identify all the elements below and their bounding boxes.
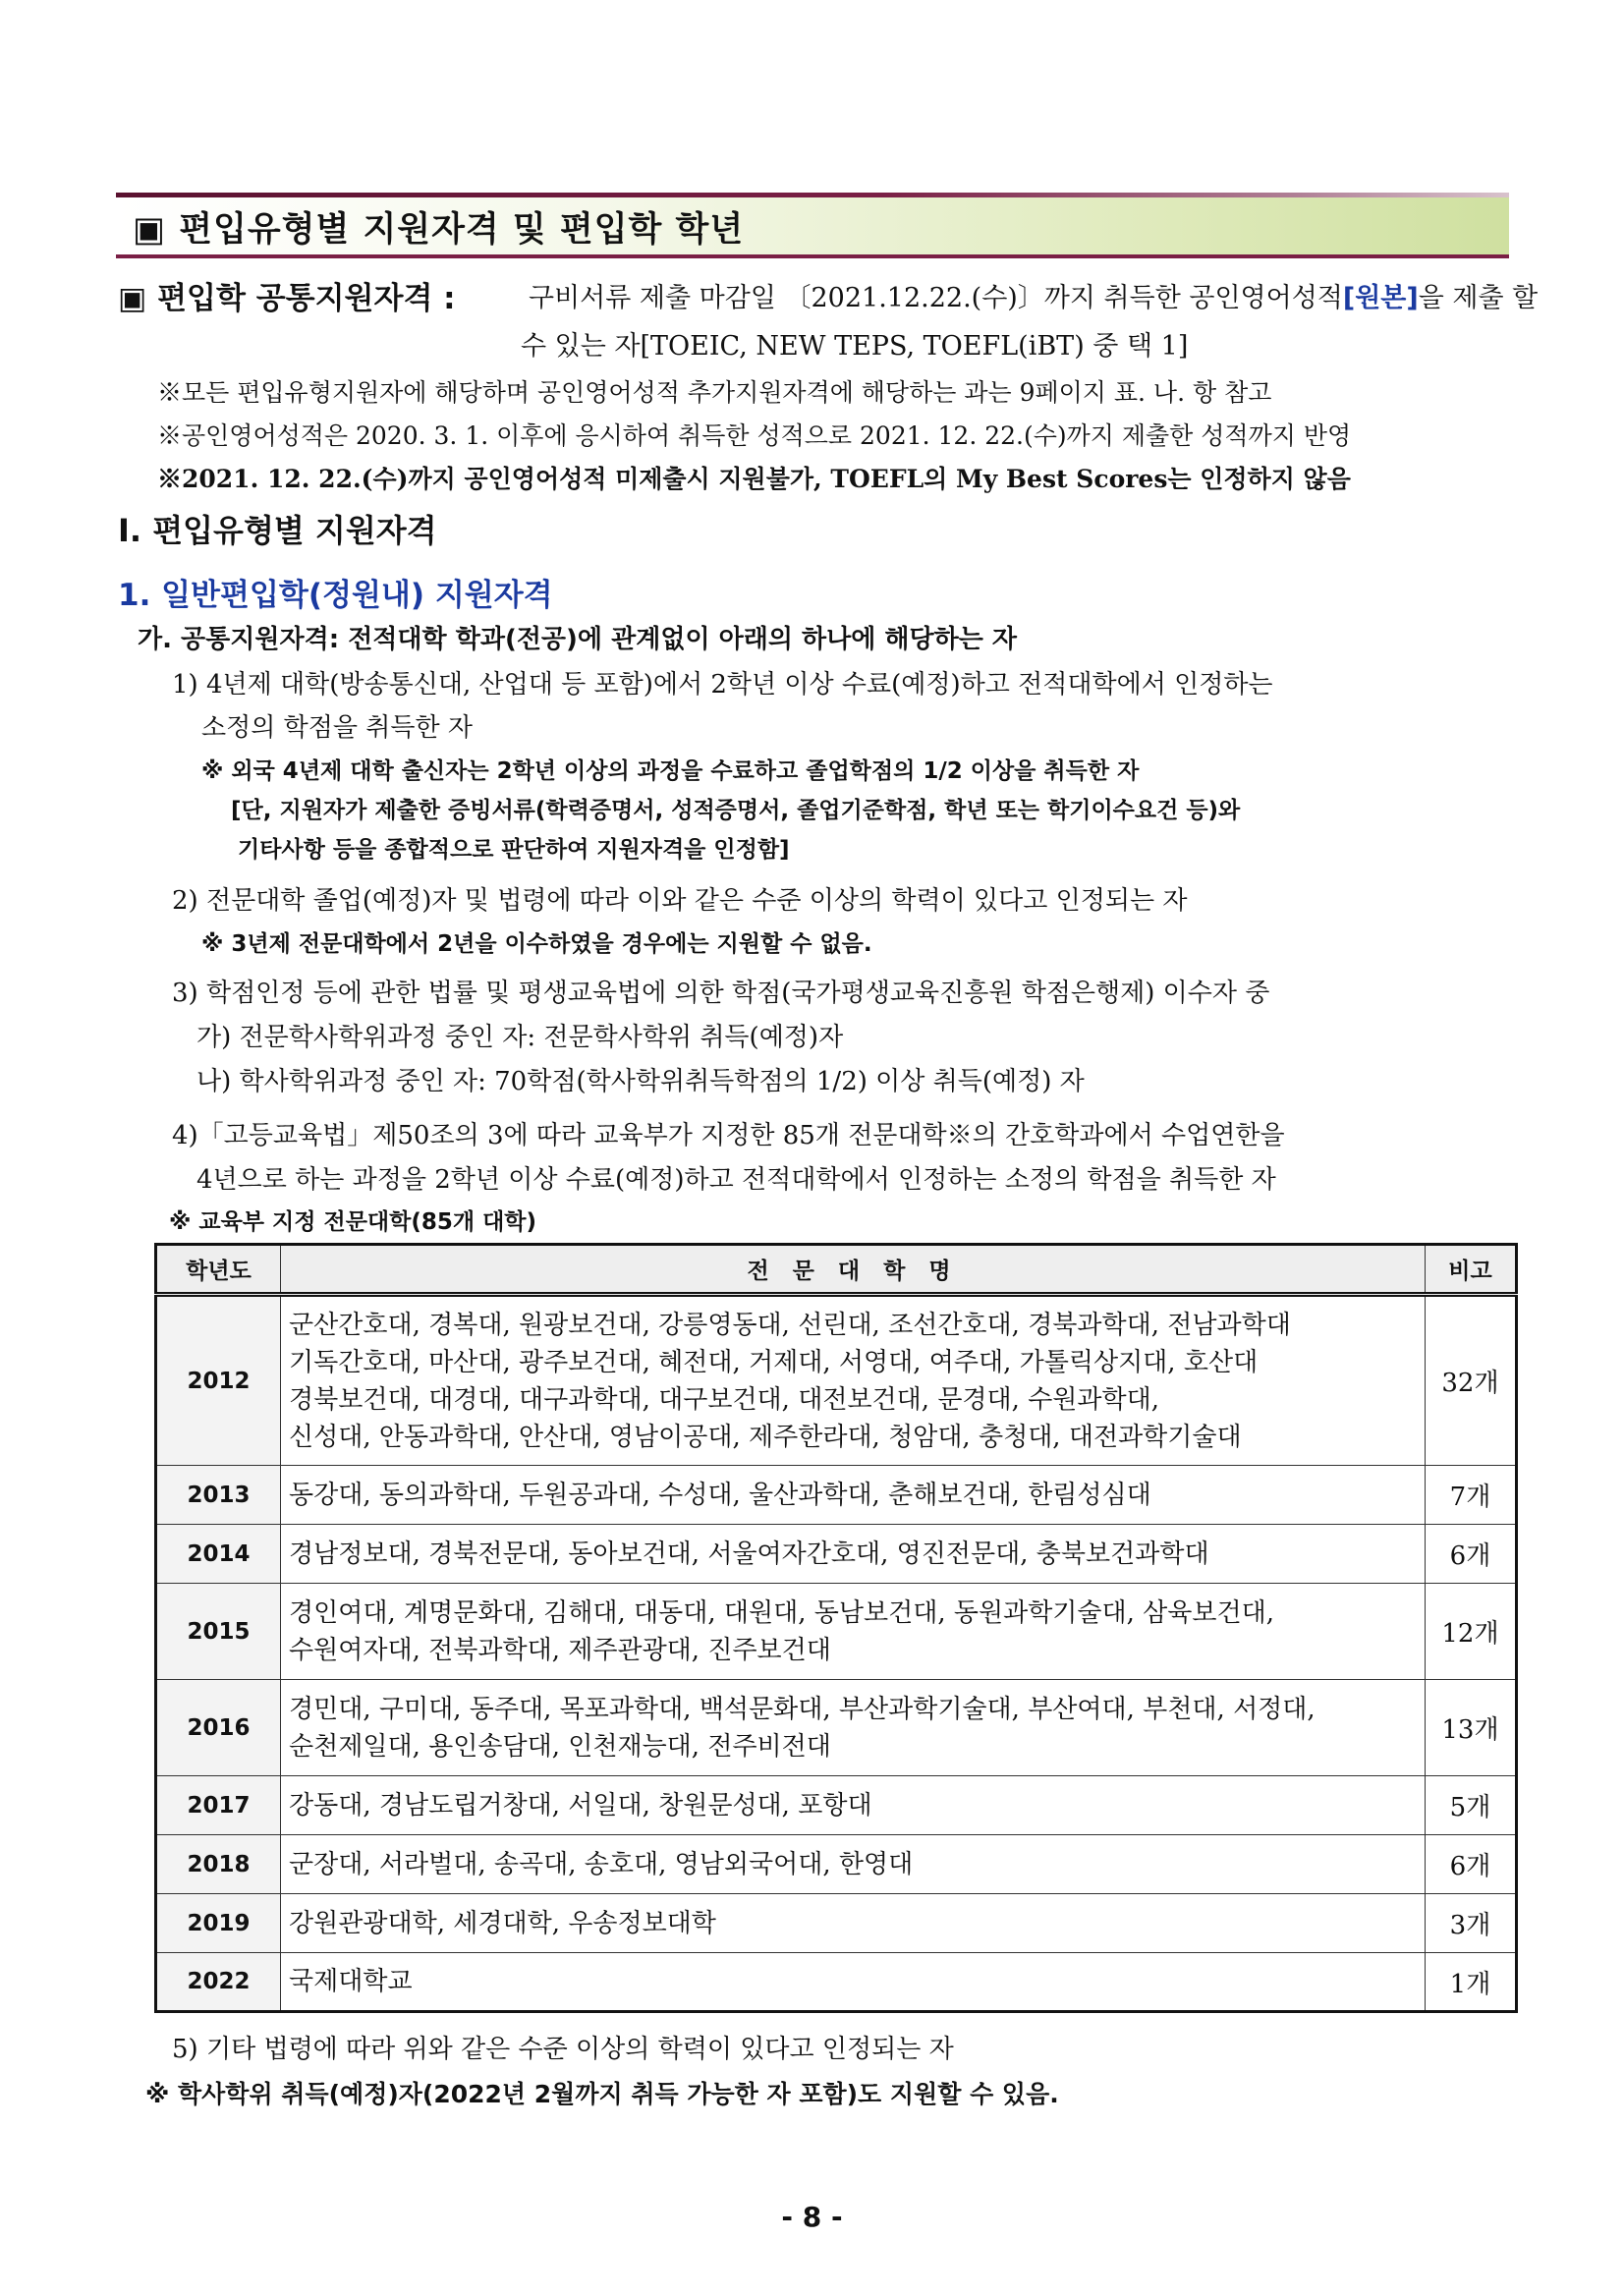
college-names-cell bbox=[281, 1466, 1426, 1525]
college-names-cell bbox=[281, 1525, 1426, 1584]
college-names-line: 강원관광대학, 세경대학, 우송정보대학 bbox=[289, 1908, 716, 1938]
table-row bbox=[156, 1835, 1517, 1894]
count-cell: 6개 bbox=[1426, 1835, 1517, 1894]
header-note: 비고 bbox=[1426, 1245, 1517, 1295]
year-cell: 2018 bbox=[156, 1835, 281, 1894]
item-3-line3: 나) 학사학위과정 중인 자: 70학점(학사학위취득학점의 1/2) 이상 취득(예정) 자 bbox=[196, 1067, 1085, 1096]
college-names-cell bbox=[281, 1295, 1426, 1466]
count-cell: 32개 bbox=[1426, 1295, 1517, 1466]
college-names-line: 군산간호대, 경복대, 원광보건대, 강릉영동대, 선린대, 조선간호대, 경북과학대, 전남과학대 bbox=[289, 1310, 1291, 1340]
item-1-note1: ※ 외국 4년제 대학 출신자는 2학년 이상의 과정을 수료하고 졸업학점의 1/2 이상을 취득한 자 bbox=[201, 758, 1140, 784]
item-4-note1: ※ 교육부 지정 전문대학(85개 대학) bbox=[169, 1209, 537, 1235]
table-row bbox=[156, 1953, 1517, 2012]
common-requirement-line2: 수 있는 자[TOEIC, NEW TEPS, TOEFL(iBT) 중 택 1] bbox=[521, 331, 1189, 362]
table-row bbox=[156, 1584, 1517, 1680]
item-1-note3: 기타사항 등을 종합적으로 판단하여 지원자격을 인정함] bbox=[238, 837, 790, 863]
item-5-line1: 5) 기타 법령에 따라 위와 같은 수준 이상의 학력이 있다고 인정되는 자 bbox=[172, 2035, 954, 2064]
college-names-cell bbox=[281, 1680, 1426, 1776]
year-cell: 2012 bbox=[156, 1295, 281, 1466]
count-cell: 7개 bbox=[1426, 1466, 1517, 1525]
item-2-line1: 2) 전문대학 졸업(예정)자 및 법령에 따라 이와 같은 수준 이상의 학력이 있다고 인정되는 자 bbox=[172, 886, 1188, 916]
college-names-line: 순천제일대, 용인송담대, 인천재능대, 전주비전대 bbox=[289, 1731, 831, 1762]
year-cell: 2019 bbox=[156, 1894, 281, 1953]
college-names-line: 경남정보대, 경북전문대, 동아보건대, 서울여자간호대, 영진전문대, 충북보건과학대 bbox=[289, 1539, 1209, 1569]
count-cell: 5개 bbox=[1426, 1776, 1517, 1835]
year-cell: 2015 bbox=[156, 1584, 281, 1680]
year-cell: 2016 bbox=[156, 1680, 281, 1776]
section-1-heading: 1. 일반편입학(정원내) 지원자격 bbox=[118, 578, 553, 613]
count-cell: 1개 bbox=[1426, 1953, 1517, 2012]
table-row bbox=[156, 1466, 1517, 1525]
college-names-line: 군장대, 서라벌대, 송곡대, 송호대, 영남외국어대, 한영대 bbox=[289, 1849, 914, 1879]
common-line1-text: 구비서류 제출 마감일 〔2021.12.22.(수)〕까지 취득한 공인영어성적 bbox=[529, 283, 1343, 313]
original-highlight: [원본] bbox=[1342, 283, 1419, 313]
item-2-note1: ※ 3년제 전문대학에서 2년을 이수하였을 경우에는 지원할 수 없음. bbox=[201, 931, 872, 957]
note-1: ※모든 편입유형지원자에 해당하며 공인영어성적 추가지원자격에 해당하는 과는 9페이지 표. 나. 항 참고 bbox=[157, 378, 1272, 407]
college-names-line: 경인여대, 계명문화대, 김해대, 대동대, 대원대, 동남보건대, 동원과학기술대, 삼육보건대, bbox=[289, 1597, 1275, 1628]
college-names-cell bbox=[281, 1953, 1426, 2012]
note-2: ※공인영어성적은 2020. 3. 1. 이후에 응시하여 취득한 성적으로 2021. 12. 22.(수)까지 제출한 성적까지 반영 bbox=[157, 421, 1352, 450]
common-line1-tail: 을 제출 할 bbox=[1418, 283, 1539, 313]
item-1-note2: [단, 지원자가 제출한 증빙서류(학력증명서, 성적증명서, 졸업기준학점, 학년 또는 학기이수요건 등)와 bbox=[231, 798, 1241, 823]
common-requirement-line1 bbox=[529, 276, 1538, 314]
college-names-cell bbox=[281, 1584, 1426, 1680]
college-names-line: 신성대, 안동과학대, 안산대, 영남이공대, 제주한라대, 청암대, 충청대, 대전과학기술대 bbox=[289, 1422, 1242, 1452]
item-4-line2: 4년으로 하는 과정을 2학년 이상 수료(예정)하고 전적대학에서 인정하는 소정의 학점을 취득한 자 bbox=[196, 1165, 1276, 1195]
note-3: ※2021. 12. 22.(수)까지 공인영어성적 미제출시 지원불가, TOEFL의 My Best Scores는 인정하지 않음 bbox=[157, 465, 1351, 493]
college-names-line: 동강대, 동의과학대, 두원공과대, 수성대, 울산과학대, 춘해보건대, 한림성심대 bbox=[289, 1480, 1151, 1510]
table-header-row bbox=[156, 1245, 1517, 1295]
item-1-line1: 1) 4년제 대학(방송통신대, 산업대 등 포함)에서 2학년 이상 수료(예정)하고 전적대학에서 인정하는 bbox=[172, 670, 1273, 700]
final-note: ※ 학사학위 취득(예정)자(2022년 2월까지 취득 가능한 자 포함)도 지원할 수 있음. bbox=[145, 2080, 1059, 2108]
college-names-line: 기독간호대, 마산대, 광주보건대, 혜전대, 거제대, 서영대, 여주대, 가톨릭상지대, 호산대 bbox=[289, 1347, 1259, 1377]
item-3-line2: 가) 전문학사학위과정 중인 자: 전문학사학위 취득(예정)자 bbox=[196, 1023, 844, 1052]
table-row bbox=[156, 1894, 1517, 1953]
year-cell: 2013 bbox=[156, 1466, 281, 1525]
college-names-line: 강동대, 경남도립거창대, 서일대, 창원문성대, 포항대 bbox=[289, 1790, 872, 1820]
section-I-heading: Ⅰ. 편입유형별 지원자격 bbox=[118, 512, 437, 549]
college-names-line: 경북보건대, 대경대, 대구과학대, 대구보건대, 대전보건대, 문경대, 수원과학대, bbox=[289, 1384, 1160, 1415]
college-names-cell bbox=[281, 1835, 1426, 1894]
item-1-line2: 소정의 학점을 취득한 자 bbox=[201, 713, 473, 743]
count-cell: 6개 bbox=[1426, 1525, 1517, 1584]
count-cell: 3개 bbox=[1426, 1894, 1517, 1953]
item-4-line1: 4)「고등교육법」제50조의 3에 따라 교육부가 지정한 85개 전문대학※의 간호학과에서 수업연한을 bbox=[172, 1121, 1285, 1150]
year-cell: 2022 bbox=[156, 1953, 281, 2012]
college-names-cell bbox=[281, 1776, 1426, 1835]
subsection-ga-heading: 가. 공통지원자격: 전적대학 학과(전공)에 관계없이 아래의 하나에 해당하는 자 bbox=[138, 625, 1018, 654]
banner-title: ▣ 편입유형별 지원자격 및 편입학 학년 bbox=[133, 210, 745, 250]
table-row bbox=[156, 1295, 1517, 1466]
header-year: 학년도 bbox=[156, 1245, 281, 1295]
count-cell: 13개 bbox=[1426, 1680, 1517, 1776]
college-table bbox=[154, 1243, 1518, 2013]
item-3-line1: 3) 학점인정 등에 관한 법률 및 평생교육법에 의한 학점(국가평생교육진흥원 학점은행제) 이수자 중 bbox=[172, 979, 1270, 1008]
table-row bbox=[156, 1776, 1517, 1835]
year-cell: 2017 bbox=[156, 1776, 281, 1835]
common-heading: ▣ 편입학 공통지원자격 : bbox=[118, 281, 456, 316]
page-number: - 8 - bbox=[781, 2201, 843, 2233]
table-row bbox=[156, 1525, 1517, 1584]
table-body bbox=[156, 1295, 1517, 2012]
college-names-cell bbox=[281, 1894, 1426, 1953]
college-names-line: 국제대학교 bbox=[289, 1967, 413, 1996]
table-row bbox=[156, 1680, 1517, 1776]
college-names-line: 경민대, 구미대, 동주대, 목포과학대, 백석문화대, 부산과학기술대, 부산여대, 부천대, 서정대, bbox=[289, 1694, 1316, 1724]
year-cell: 2014 bbox=[156, 1525, 281, 1584]
header-college-names: 전 문 대 학 명 bbox=[281, 1245, 1426, 1295]
count-cell: 12개 bbox=[1426, 1584, 1517, 1680]
college-names-line: 수원여자대, 전북과학대, 제주관광대, 진주보건대 bbox=[289, 1635, 831, 1665]
